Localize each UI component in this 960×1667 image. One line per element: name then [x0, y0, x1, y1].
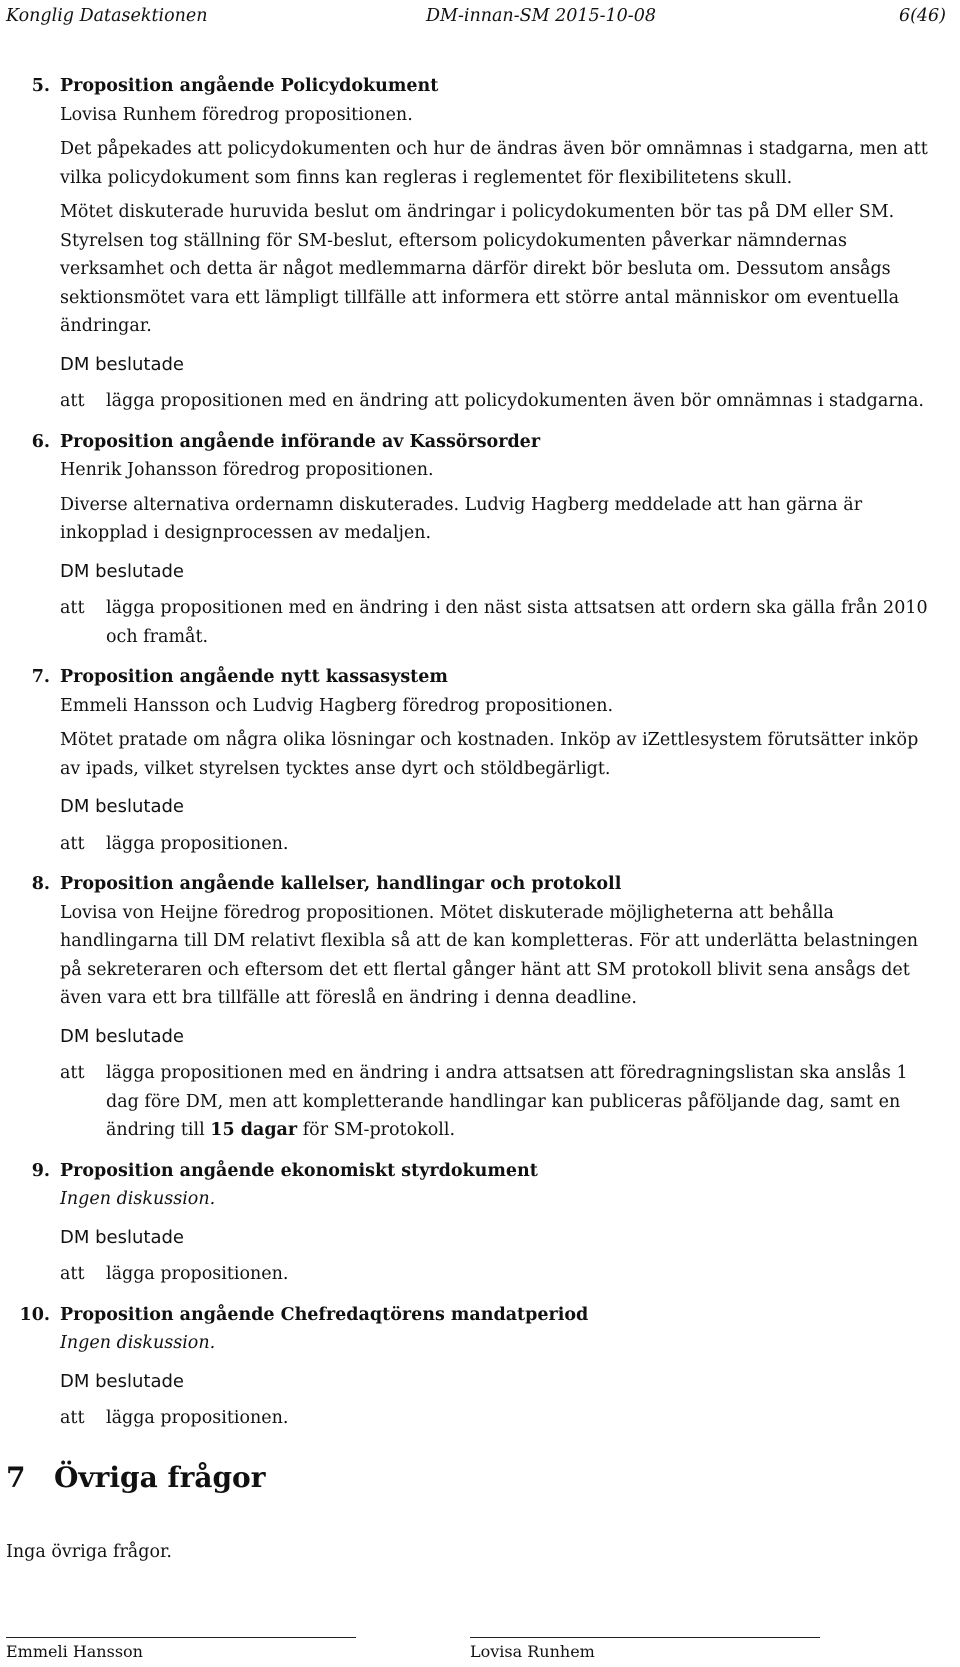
header-page-number: 6(46) — [898, 6, 946, 26]
item-number: 7. — [31, 667, 50, 687]
agenda-item-10 — [0, 1301, 960, 1433]
item-number: 10. — [19, 1304, 50, 1325]
decision-text-end: för SM-protokoll. — [297, 1120, 456, 1140]
item-number: 6. — [31, 431, 50, 452]
item-number: 8. — [31, 874, 50, 894]
decision-clause — [60, 1404, 944, 1433]
item-presenter: Lovisa von Heijne föredrog propositionen. Mötet diskuterade möjligheterna att behålla handlingarna till DM relativt flexibla så att de kan kompletteras. För att underlätta belastningen på sekreteraren och eftersom det ett flertal gånger hänt att SM protokoll blivit sena ansågs det även vara ett bra tillfälle att föreslå en ändring i denna deadline. — [60, 902, 919, 1008]
header-document-title: DM-innan-SM 2015-10-08 — [426, 6, 656, 26]
item-paragraph: Diverse alternativa ordernamn diskuterades. Ludvig Hagberg meddelade att han gärna är inkopplad i designprocessen av medaljen. — [60, 494, 863, 543]
item-paragraph: Mötet diskuterade huruvida beslut om ändringar i policydokumenten bör tas på DM eller SM. Styrelsen tog ställning för SM-beslut, eftersom policydokumenten påverkar nämndernas verksamhet och detta är något medlemmarna därför direkt bör besluta om. Dessutom ansågs sektionsmötet vara ett lämpligt tillfälle att informera ett större antal människor om eventuella ändringar. — [60, 202, 900, 336]
item-presenter: Ingen diskussion. — [60, 1333, 216, 1353]
decision-clause — [60, 387, 944, 416]
decision-heading: DM beslutade — [60, 353, 184, 375]
agenda-item-7 — [0, 663, 960, 858]
item-presenter: Emmeli Hansson och Ludvig Hagberg föredrog propositionen. — [60, 695, 614, 716]
item-presenter: Lovisa Runhem föredrog propositionen. — [60, 104, 413, 125]
decision-text: lägga propositionen med en ändring i den näst sista attsatsen att ordern ska gälla från 2010 och framåt. — [106, 598, 928, 647]
item-title: Proposition angående kallelser, handlingar och protokoll — [60, 874, 622, 894]
decision-text: lägga propositionen med en ändring att policydokumenten även bör omnämnas i stadgarna. — [106, 391, 924, 411]
item-title: Proposition angående nytt kassasystem — [60, 667, 448, 687]
signature-name-right: Lovisa Runhem — [470, 1642, 595, 1661]
section-body: Inga övriga frågor. — [6, 1542, 172, 1562]
att-label: att — [60, 598, 85, 618]
header-organization: Konglig Datasektionen — [6, 6, 208, 26]
decision-text-bold: 15 dagar — [210, 1120, 298, 1140]
decision-text: lägga propositionen med en ändring i andra attsatsen att föredragningslistan ska anslås 1 dag före DM, men att kompletterande handlingar kan publiceras påföljande dag, samt en ändring till — [106, 1063, 908, 1140]
decision-text: lägga propositionen. — [106, 1408, 289, 1428]
decision-text: lägga propositionen. — [106, 1264, 289, 1284]
item-number: 5. — [31, 76, 50, 96]
att-label: att — [60, 1264, 85, 1284]
item-title: Proposition angående ekonomiskt styrdokument — [60, 1160, 538, 1181]
agenda-item-8 — [0, 870, 960, 1145]
item-title: Proposition angående införande av Kassörsorder — [60, 431, 541, 452]
page-header — [6, 2, 946, 30]
decision-clause — [60, 830, 944, 859]
signature-name-left: Emmeli Hansson — [6, 1642, 143, 1661]
item-paragraph: Det påpekades att policydokumenten och hur de ändras även bör omnämnas i stadgarna, men att vilka policydokument som finns kan regleras i reglementet för flexibilitetens skull. — [60, 139, 928, 188]
decision-heading: DM beslutade — [60, 1370, 184, 1392]
item-presenter: Ingen diskussion. — [60, 1189, 216, 1209]
att-label: att — [60, 1408, 85, 1428]
item-number: 9. — [31, 1160, 50, 1181]
section-title: Övriga frågor — [54, 1461, 266, 1494]
decision-heading: DM beslutade — [60, 560, 184, 582]
att-label: att — [60, 391, 85, 411]
agenda-item-5 — [0, 72, 960, 416]
att-label: att — [60, 833, 85, 854]
decision-text: lägga propositionen. — [106, 833, 289, 854]
agenda-item-9 — [0, 1157, 960, 1289]
att-label: att — [60, 1063, 85, 1083]
decision-heading: DM beslutade — [60, 1226, 184, 1248]
item-title: Proposition angående Policydokument — [60, 76, 439, 96]
minutes-content — [0, 72, 960, 1445]
item-title: Proposition angående Chefredaqtörens mandatperiod — [60, 1304, 589, 1325]
item-paragraph: Mötet pratade om några olika lösningar och kostnaden. Inköp av iZettlesystem förutsätter inköp av ipads, vilket styrelsen tycktes anse dyrt och stöldbegärligt. — [60, 730, 919, 779]
agenda-item-6 — [0, 428, 960, 652]
decision-heading: DM beslutade — [60, 1025, 184, 1047]
section-number: 7 — [6, 1461, 26, 1494]
decision-clause — [60, 1059, 944, 1145]
decision-clause — [60, 594, 944, 651]
item-presenter: Henrik Johansson föredrog propositionen. — [60, 460, 434, 480]
decision-heading: DM beslutade — [60, 796, 184, 817]
section-heading — [6, 1461, 266, 1494]
decision-clause — [60, 1260, 944, 1289]
